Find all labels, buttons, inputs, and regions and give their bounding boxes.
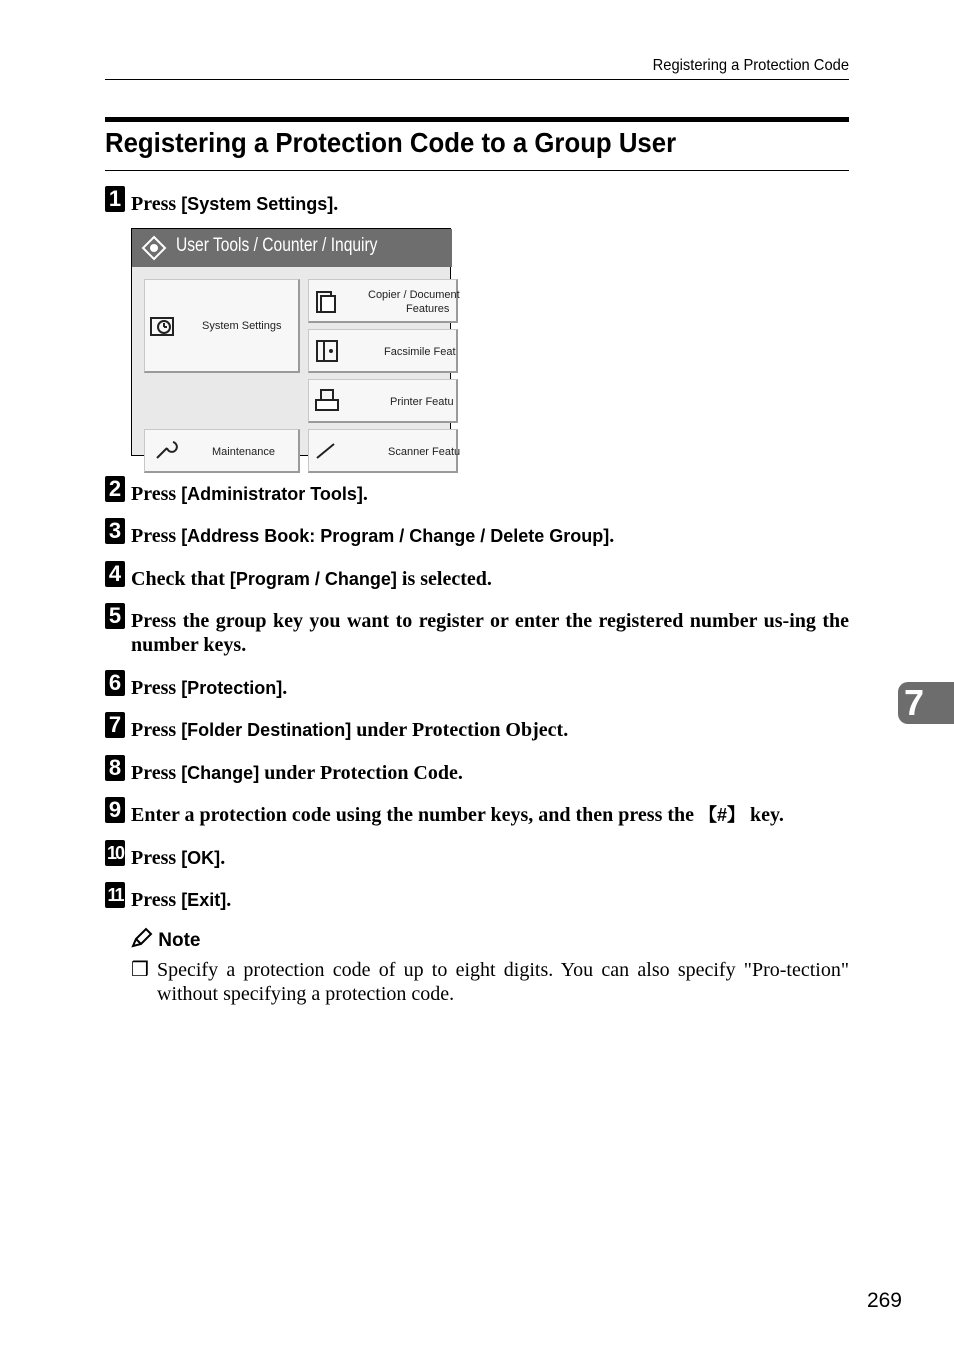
step-text: Press [Administrator Tools]. (131, 483, 368, 505)
page-number: 269 (866, 1289, 902, 1312)
screen-title: User Tools / Counter / Inquiry (176, 235, 378, 256)
step-text: Press [Exit]. (131, 889, 232, 911)
note-bullet: ❒ (131, 959, 149, 981)
step-text: Press [OK]. (131, 847, 226, 869)
chapter-tab: 7 (898, 682, 954, 724)
step-text: Check that [Program / Change] is selected. (131, 568, 492, 590)
step-number: 5 (105, 603, 125, 629)
header-rule (105, 79, 849, 80)
step-text: Press [Address Book: Program / Change / Delete Group]. (131, 525, 615, 547)
system-settings-button[interactable] (144, 279, 300, 373)
running-header: Registering a Protection Code (652, 57, 849, 74)
title-rule-top (105, 117, 849, 122)
note-label: Note (158, 930, 201, 951)
clock-settings-icon (149, 312, 175, 338)
step-number: 3 (105, 518, 125, 544)
step-number: 10 (105, 840, 125, 866)
button-label: Features (406, 303, 450, 315)
title-bar (132, 229, 452, 267)
note-body (131, 958, 849, 1006)
printer-icon (314, 388, 340, 414)
title-rule-bottom (105, 170, 849, 171)
printer-features-button[interactable] (308, 379, 458, 423)
step-number: 7 (105, 712, 125, 738)
copier-icon (314, 288, 340, 314)
step-text: Press [Change] under Protection Code. (131, 762, 463, 784)
step-text: Press [Protection]. (131, 677, 288, 699)
step-number: 8 (105, 755, 125, 781)
step-number: 4 (105, 561, 125, 587)
step-number: 6 (105, 670, 125, 696)
scanner-features-button[interactable] (308, 429, 461, 473)
button-label: Printer Featu (390, 396, 454, 408)
button-label: Facsimile Feat (384, 346, 456, 358)
step-text: Press [Folder Destination] under Protection Object. (131, 719, 569, 741)
button-label: Maintenance (212, 446, 275, 458)
pencil-icon (131, 928, 153, 948)
step-number: 2 (105, 476, 125, 502)
step-number: 1 (105, 186, 125, 212)
scanner-icon (314, 436, 340, 462)
step-number: 9 (105, 797, 125, 823)
section-title: Registering a Protection Code to a Group User (105, 127, 677, 158)
user-tools-icon (142, 236, 166, 260)
note-heading (131, 928, 201, 952)
step-text: Enter a protection code using the number keys, and then press the 【#】 key. (131, 804, 784, 826)
control-panel-screenshot (131, 228, 461, 458)
step-number: 11 (105, 882, 125, 908)
maintenance-button[interactable] (144, 429, 300, 473)
copier-features-button[interactable] (308, 279, 458, 323)
step-text: Press the group key you want to register or enter the registered number us-ing the number keys. (131, 610, 849, 656)
button-label: System Settings (202, 320, 282, 332)
facsimile-features-button[interactable] (308, 329, 458, 373)
fax-icon (314, 338, 340, 364)
note-text: Specify a protection code of up to eight digits. You can also specify "Pro-tection" without specifying a protection code. (157, 959, 849, 1005)
step-text: Press [System Settings]. (131, 193, 339, 215)
wrench-icon (153, 436, 179, 462)
button-label: Scanner Featu (388, 446, 461, 458)
button-label: Copier / Document (368, 289, 460, 301)
